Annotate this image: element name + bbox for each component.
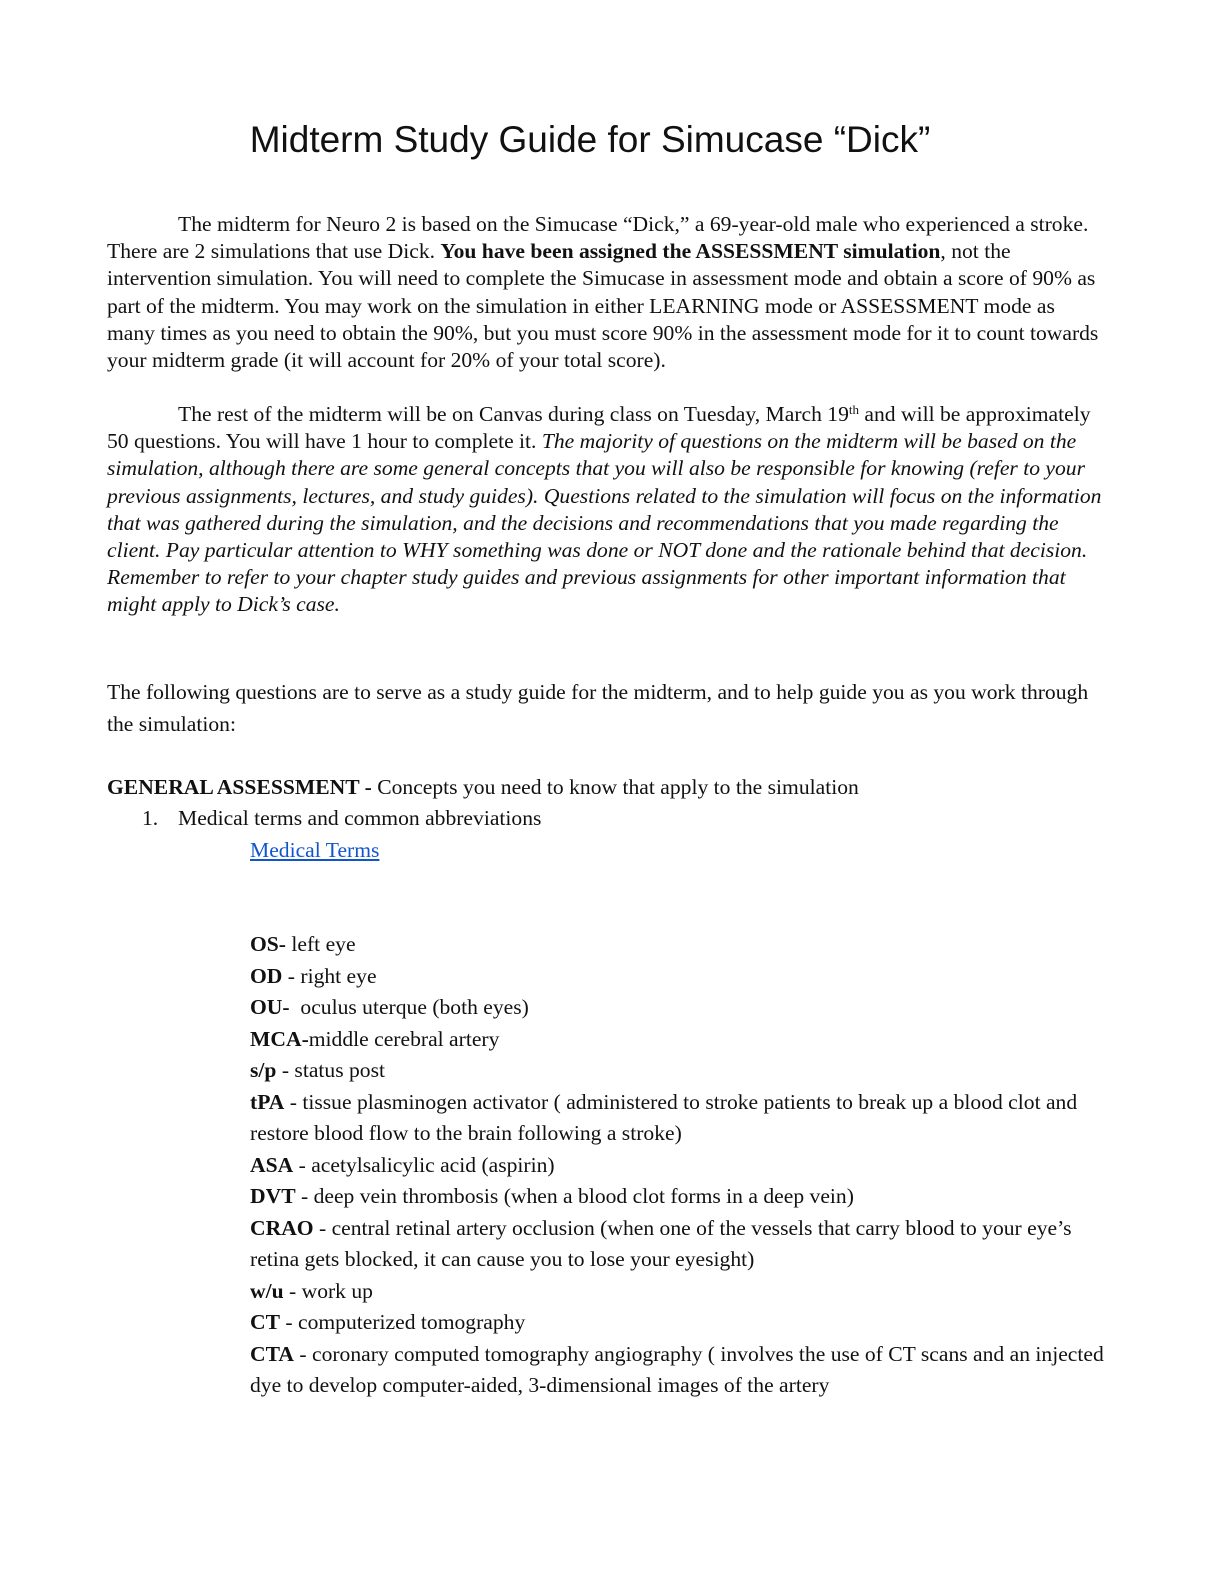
term-def: - coronary computed tomography angiography ( involves the use of CT scans and an injected dye to develop computer-aided, 3-dimensional images of the artery [250,1341,1104,1397]
paragraph2-italic: The majority of questions on the midterm will be based on the simulation, although there are some general concepts that you will also be responsible for knowing (refer to your previous assignments, lectures, and study guides). Questions related to the simulation will focus on the information that was gathered during the simulation, and the decisions and recommendations that you made regarding the client. Pay particular attention to WHY something was done or NOT done and the rationale behind that decision. Remember to refer to your chapter study guides and previous assignments for other important information that might apply to Dick’s case. [107,429,1102,617]
term-def: - deep vein thrombosis (when a blood clot forms in a deep vein) [295,1184,854,1208]
term-tpa [250,1087,1110,1150]
study-guide-intro: The following questions are to serve as a study guide for the midterm, and to help guide you as you work through the simulation: [107,680,1089,736]
term-def: oculus uterque (both eyes) [289,995,529,1019]
term-abbr: s/p [250,1058,277,1082]
list-number: 1. [142,806,159,830]
term-abbr: CT [250,1310,280,1334]
term-ou [250,992,1110,1024]
term-abbr: MCA- [250,1026,309,1051]
page-title: Midterm Study Guide for Simucase “Dick” [249,119,931,160]
term-abbr: DVT [250,1184,296,1208]
term-cta [250,1339,1110,1402]
term-abbr: tPA [250,1089,285,1114]
abbreviation-list [250,929,1110,1402]
section-text: Concepts you need to know that apply to the simulation [377,775,859,799]
paragraph-midterm-overview [107,211,1107,374]
section-general-assessment [107,772,1107,804]
term-abbr: OS- [250,932,286,956]
term-def: - right eye [282,963,377,988]
paragraph1-text-b: , not the intervention simulation. You will need to complete the Simucase in assessment mode and obtain a score of 90% as part of the midterm. You may work on the simulation in either LEARNING mode or ASSESSMENT mode as many times as you need to obtain the 90%, but you must score 90% in the assessment mode for it to count towards your midterm grade (it will account for 20% of your total score). [107,239,1099,373]
section-heading: GENERAL ASSESSMENT - [107,775,378,799]
term-def: - work up [283,1278,373,1303]
term-def: left eye [286,932,356,956]
term-crao [250,1213,1110,1276]
term-dvt [250,1181,1110,1213]
term-abbr: CRAO [250,1215,314,1240]
term-sp [250,1055,1110,1087]
term-wu [250,1276,1110,1308]
term-abbr: ASA [250,1152,294,1177]
term-abbr: w/u [250,1278,284,1303]
term-os [250,929,1110,961]
term-ct [250,1307,1110,1339]
term-abbr: OU- [250,995,290,1019]
term-abbr: OD [250,963,283,988]
list-text: Medical terms and common abbreviations [178,806,542,830]
paragraph2-sup: th [848,402,860,417]
term-def: - tissue plasminogen activator ( administered to stroke patients to break up a blood clot and restore blood flow to the brain following a stroke) [250,1089,1078,1145]
term-mca [250,1024,1110,1056]
term-od [250,961,1110,993]
paragraph1-text-a: The midterm for Neuro 2 is based on the Simucase “Dick,” a 69-year-old male who experienced a stroke. There are 2 simulations that use Dick. [107,212,1089,264]
paragraph2-text-a: The rest of the midterm will be on Canvas during class on Tuesday, March 19 [178,402,849,426]
term-def: middle cerebral artery [308,1026,500,1051]
paragraph2-text-b: and will be approximately 50 questions. You will have 1 hour to complete it. [107,402,1091,454]
paragraph-midterm-details [107,401,1107,619]
term-def: - status post [276,1058,385,1082]
term-def: - central retinal artery occlusion (when one of the vessels that carry blood to your eye’s retina gets blocked, it can cause you to lose your eyesight) [250,1215,1072,1271]
paragraph1-bold: You have been assigned the ASSESSMENT simulation [440,239,941,264]
term-abbr: CTA [250,1341,294,1366]
medical-terms-link[interactable]: Medical Terms [250,838,380,862]
term-def: - acetylsalicylic acid (aspirin) [293,1152,555,1177]
term-def: - computerized tomography [280,1310,526,1334]
term-asa [250,1150,1110,1182]
